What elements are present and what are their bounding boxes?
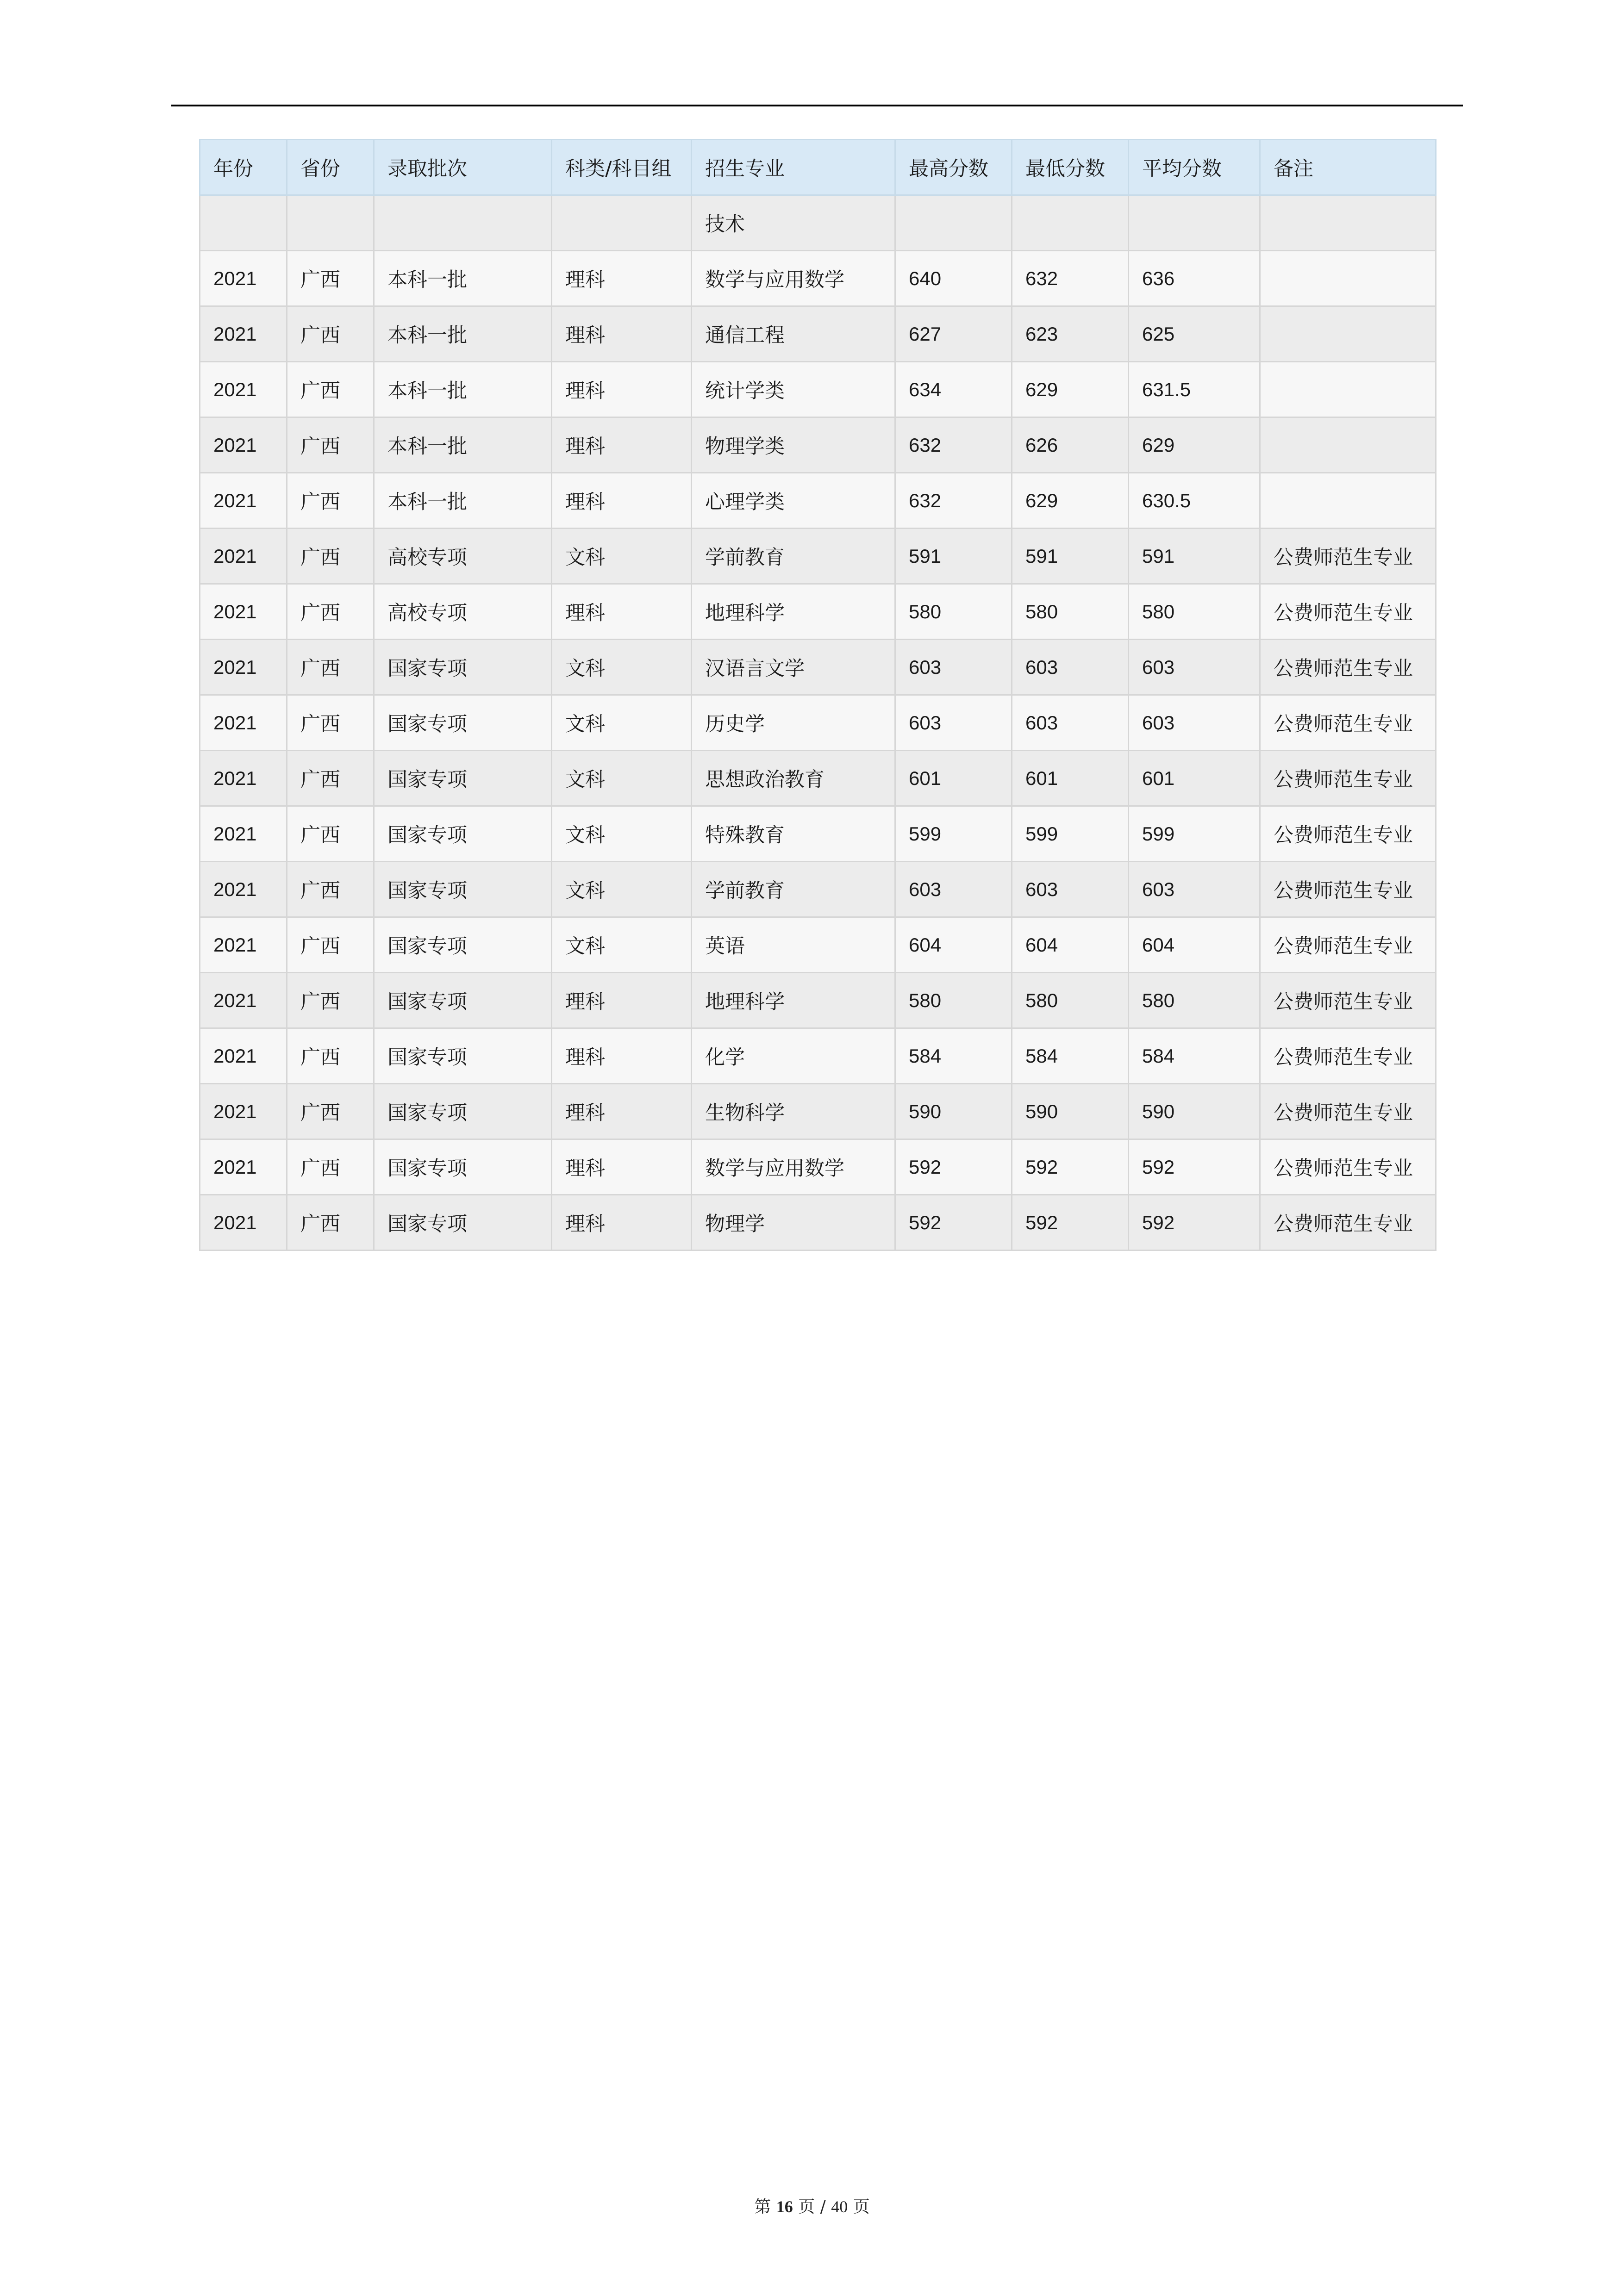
cell-min-score: 623 — [1012, 306, 1129, 362]
cell-min-score: 580 — [1012, 973, 1129, 1028]
cell-remarks: 公费师范生专业 — [1260, 695, 1436, 751]
table-row — [200, 806, 1436, 862]
table-header-row — [200, 140, 1436, 195]
cell-major: 数学与应用数学 — [692, 251, 895, 306]
cell-batch: 高校专项 — [374, 529, 552, 584]
cell-max-score: 640 — [895, 251, 1012, 306]
cell-province: 广西 — [287, 1139, 374, 1195]
cell-year: 2021 — [200, 640, 287, 695]
cell-province: 广西 — [287, 417, 374, 473]
cell-subject-category: 文科 — [552, 529, 692, 584]
cell-remarks — [1260, 362, 1436, 417]
cell-province: 广西 — [287, 473, 374, 529]
cell-major: 通信工程 — [692, 306, 895, 362]
cell-subject-category: 理科 — [552, 1139, 692, 1195]
cell-batch: 本科一批 — [374, 473, 552, 529]
cell-province: 广西 — [287, 306, 374, 362]
cell-batch: 国家专项 — [374, 751, 552, 806]
table-row — [200, 195, 1436, 251]
table-row — [200, 1084, 1436, 1139]
cell-avg-score: 629 — [1129, 417, 1260, 473]
cell-year: 2021 — [200, 751, 287, 806]
cell-avg-score: 590 — [1129, 1084, 1260, 1139]
header-province: 省份 — [287, 140, 374, 195]
footer-middle: 页 / — [798, 2197, 826, 2216]
cell-remarks: 公费师范生专业 — [1260, 1139, 1436, 1195]
cell-subject-category: 文科 — [552, 806, 692, 862]
cell-remarks — [1260, 195, 1436, 251]
cell-province: 广西 — [287, 362, 374, 417]
cell-year: 2021 — [200, 584, 287, 640]
header-year: 年份 — [200, 140, 287, 195]
table-row — [200, 529, 1436, 584]
cell-avg-score: 580 — [1129, 584, 1260, 640]
cell-min-score — [1012, 195, 1129, 251]
admission-scores-table — [199, 139, 1437, 1251]
cell-subject-category: 文科 — [552, 695, 692, 751]
cell-avg-score: 591 — [1129, 529, 1260, 584]
cell-remarks: 公费师范生专业 — [1260, 529, 1436, 584]
cell-major: 学前教育 — [692, 529, 895, 584]
cell-year — [200, 195, 287, 251]
cell-avg-score: 604 — [1129, 917, 1260, 973]
cell-min-score: 580 — [1012, 584, 1129, 640]
cell-avg-score — [1129, 195, 1260, 251]
table-row — [200, 417, 1436, 473]
cell-min-score: 592 — [1012, 1139, 1129, 1195]
cell-major: 汉语言文学 — [692, 640, 895, 695]
table-row — [200, 1195, 1436, 1251]
cell-remarks: 公费师范生专业 — [1260, 806, 1436, 862]
cell-year: 2021 — [200, 1084, 287, 1139]
cell-batch: 国家专项 — [374, 695, 552, 751]
cell-min-score: 626 — [1012, 417, 1129, 473]
cell-batch: 本科一批 — [374, 417, 552, 473]
cell-max-score: 627 — [895, 306, 1012, 362]
cell-remarks — [1260, 417, 1436, 473]
cell-subject-category: 文科 — [552, 862, 692, 917]
cell-province: 广西 — [287, 806, 374, 862]
cell-batch: 国家专项 — [374, 1084, 552, 1139]
cell-min-score: 599 — [1012, 806, 1129, 862]
cell-province: 广西 — [287, 1084, 374, 1139]
cell-province: 广西 — [287, 862, 374, 917]
cell-min-score: 604 — [1012, 917, 1129, 973]
cell-subject-category: 文科 — [552, 751, 692, 806]
footer-suffix: 页 — [853, 2197, 870, 2216]
header-min-score: 最低分数 — [1012, 140, 1129, 195]
cell-min-score: 590 — [1012, 1084, 1129, 1139]
cell-subject-category: 文科 — [552, 917, 692, 973]
cell-batch: 国家专项 — [374, 806, 552, 862]
cell-remarks — [1260, 306, 1436, 362]
cell-batch: 国家专项 — [374, 1028, 552, 1084]
cell-year: 2021 — [200, 306, 287, 362]
cell-avg-score: 592 — [1129, 1195, 1260, 1251]
cell-province: 广西 — [287, 584, 374, 640]
cell-major: 技术 — [692, 195, 895, 251]
cell-province: 广西 — [287, 751, 374, 806]
cell-major: 学前教育 — [692, 862, 895, 917]
header-max-score: 最高分数 — [895, 140, 1012, 195]
cell-min-score: 632 — [1012, 251, 1129, 306]
table-row — [200, 362, 1436, 417]
cell-batch: 国家专项 — [374, 917, 552, 973]
cell-remarks: 公费师范生专业 — [1260, 1084, 1436, 1139]
cell-subject-category: 理科 — [552, 473, 692, 529]
cell-max-score: 632 — [895, 417, 1012, 473]
cell-avg-score: 580 — [1129, 973, 1260, 1028]
cell-remarks: 公费师范生专业 — [1260, 751, 1436, 806]
table-row — [200, 1139, 1436, 1195]
cell-batch: 国家专项 — [374, 1195, 552, 1251]
cell-max-score: 603 — [895, 695, 1012, 751]
cell-year: 2021 — [200, 1028, 287, 1084]
cell-subject-category: 理科 — [552, 251, 692, 306]
table-row — [200, 473, 1436, 529]
cell-subject-category: 理科 — [552, 417, 692, 473]
cell-remarks: 公费师范生专业 — [1260, 917, 1436, 973]
cell-major: 思想政治教育 — [692, 751, 895, 806]
cell-subject-category: 理科 — [552, 1195, 692, 1251]
cell-avg-score: 636 — [1129, 251, 1260, 306]
cell-subject-category: 理科 — [552, 584, 692, 640]
cell-remarks — [1260, 251, 1436, 306]
cell-year: 2021 — [200, 1195, 287, 1251]
page-number-footer — [0, 2194, 1624, 2217]
cell-remarks: 公费师范生专业 — [1260, 862, 1436, 917]
cell-year: 2021 — [200, 806, 287, 862]
cell-remarks: 公费师范生专业 — [1260, 1195, 1436, 1251]
cell-batch: 国家专项 — [374, 1139, 552, 1195]
table-row — [200, 862, 1436, 917]
footer-total-pages: 40 — [831, 2197, 848, 2216]
cell-subject-category: 理科 — [552, 1028, 692, 1084]
cell-avg-score: 601 — [1129, 751, 1260, 806]
cell-max-score: 580 — [895, 584, 1012, 640]
cell-min-score: 584 — [1012, 1028, 1129, 1084]
cell-major: 历史学 — [692, 695, 895, 751]
footer-current-page: 16 — [776, 2197, 793, 2216]
cell-year: 2021 — [200, 917, 287, 973]
cell-province: 广西 — [287, 973, 374, 1028]
cell-remarks — [1260, 473, 1436, 529]
cell-year: 2021 — [200, 695, 287, 751]
cell-remarks: 公费师范生专业 — [1260, 640, 1436, 695]
cell-subject-category: 文科 — [552, 640, 692, 695]
header-remarks: 备注 — [1260, 140, 1436, 195]
table-row — [200, 751, 1436, 806]
cell-max-score: 590 — [895, 1084, 1012, 1139]
cell-batch: 国家专项 — [374, 973, 552, 1028]
cell-province: 广西 — [287, 1195, 374, 1251]
cell-min-score: 592 — [1012, 1195, 1129, 1251]
cell-major: 英语 — [692, 917, 895, 973]
cell-major: 生物科学 — [692, 1084, 895, 1139]
cell-remarks: 公费师范生专业 — [1260, 584, 1436, 640]
footer-prefix: 第 — [754, 2197, 771, 2216]
cell-max-score: 584 — [895, 1028, 1012, 1084]
cell-avg-score: 603 — [1129, 640, 1260, 695]
cell-max-score: 603 — [895, 640, 1012, 695]
cell-subject-category: 理科 — [552, 973, 692, 1028]
cell-major: 物理学类 — [692, 417, 895, 473]
table-row — [200, 1028, 1436, 1084]
cell-province: 广西 — [287, 695, 374, 751]
cell-max-score — [895, 195, 1012, 251]
cell-year: 2021 — [200, 251, 287, 306]
table-row — [200, 917, 1436, 973]
table-row — [200, 584, 1436, 640]
cell-year: 2021 — [200, 473, 287, 529]
cell-max-score: 601 — [895, 751, 1012, 806]
cell-avg-score: 631.5 — [1129, 362, 1260, 417]
header-rule — [171, 105, 1463, 106]
table-row — [200, 251, 1436, 306]
cell-province: 广西 — [287, 251, 374, 306]
cell-subject-category: 理科 — [552, 1084, 692, 1139]
cell-max-score: 634 — [895, 362, 1012, 417]
cell-subject-category — [552, 195, 692, 251]
cell-batch: 本科一批 — [374, 362, 552, 417]
cell-year: 2021 — [200, 862, 287, 917]
cell-min-score: 603 — [1012, 695, 1129, 751]
cell-min-score: 603 — [1012, 640, 1129, 695]
cell-avg-score: 592 — [1129, 1139, 1260, 1195]
table-row — [200, 306, 1436, 362]
cell-batch: 本科一批 — [374, 306, 552, 362]
cell-max-score: 591 — [895, 529, 1012, 584]
cell-avg-score: 603 — [1129, 862, 1260, 917]
cell-province: 广西 — [287, 640, 374, 695]
cell-major: 地理科学 — [692, 584, 895, 640]
header-batch: 录取批次 — [374, 140, 552, 195]
header-subject-category: 科类/科目组 — [552, 140, 692, 195]
cell-max-score: 592 — [895, 1195, 1012, 1251]
cell-year: 2021 — [200, 973, 287, 1028]
header-major: 招生专业 — [692, 140, 895, 195]
cell-province: 广西 — [287, 917, 374, 973]
cell-avg-score: 625 — [1129, 306, 1260, 362]
cell-province — [287, 195, 374, 251]
cell-avg-score: 630.5 — [1129, 473, 1260, 529]
cell-year: 2021 — [200, 417, 287, 473]
cell-year: 2021 — [200, 529, 287, 584]
cell-batch: 国家专项 — [374, 640, 552, 695]
cell-major: 统计学类 — [692, 362, 895, 417]
cell-subject-category: 理科 — [552, 306, 692, 362]
cell-major: 物理学 — [692, 1195, 895, 1251]
cell-subject-category: 理科 — [552, 362, 692, 417]
cell-max-score: 632 — [895, 473, 1012, 529]
cell-remarks: 公费师范生专业 — [1260, 973, 1436, 1028]
cell-major: 心理学类 — [692, 473, 895, 529]
cell-major: 化学 — [692, 1028, 895, 1084]
cell-major: 特殊教育 — [692, 806, 895, 862]
table-row — [200, 640, 1436, 695]
cell-year: 2021 — [200, 1139, 287, 1195]
cell-min-score: 591 — [1012, 529, 1129, 584]
cell-max-score: 604 — [895, 917, 1012, 973]
cell-min-score: 629 — [1012, 362, 1129, 417]
table-body — [200, 195, 1436, 1251]
cell-max-score: 592 — [895, 1139, 1012, 1195]
cell-avg-score: 584 — [1129, 1028, 1260, 1084]
cell-max-score: 603 — [895, 862, 1012, 917]
cell-avg-score: 603 — [1129, 695, 1260, 751]
cell-min-score: 629 — [1012, 473, 1129, 529]
cell-batch: 国家专项 — [374, 862, 552, 917]
table-row — [200, 973, 1436, 1028]
cell-max-score: 580 — [895, 973, 1012, 1028]
cell-remarks: 公费师范生专业 — [1260, 1028, 1436, 1084]
cell-year: 2021 — [200, 362, 287, 417]
cell-avg-score: 599 — [1129, 806, 1260, 862]
header-avg-score: 平均分数 — [1129, 140, 1260, 195]
cell-batch: 高校专项 — [374, 584, 552, 640]
cell-batch — [374, 195, 552, 251]
cell-major: 地理科学 — [692, 973, 895, 1028]
cell-min-score: 601 — [1012, 751, 1129, 806]
cell-max-score: 599 — [895, 806, 1012, 862]
cell-province: 广西 — [287, 1028, 374, 1084]
cell-major: 数学与应用数学 — [692, 1139, 895, 1195]
table-row — [200, 695, 1436, 751]
cell-province: 广西 — [287, 529, 374, 584]
cell-batch: 本科一批 — [374, 251, 552, 306]
cell-min-score: 603 — [1012, 862, 1129, 917]
